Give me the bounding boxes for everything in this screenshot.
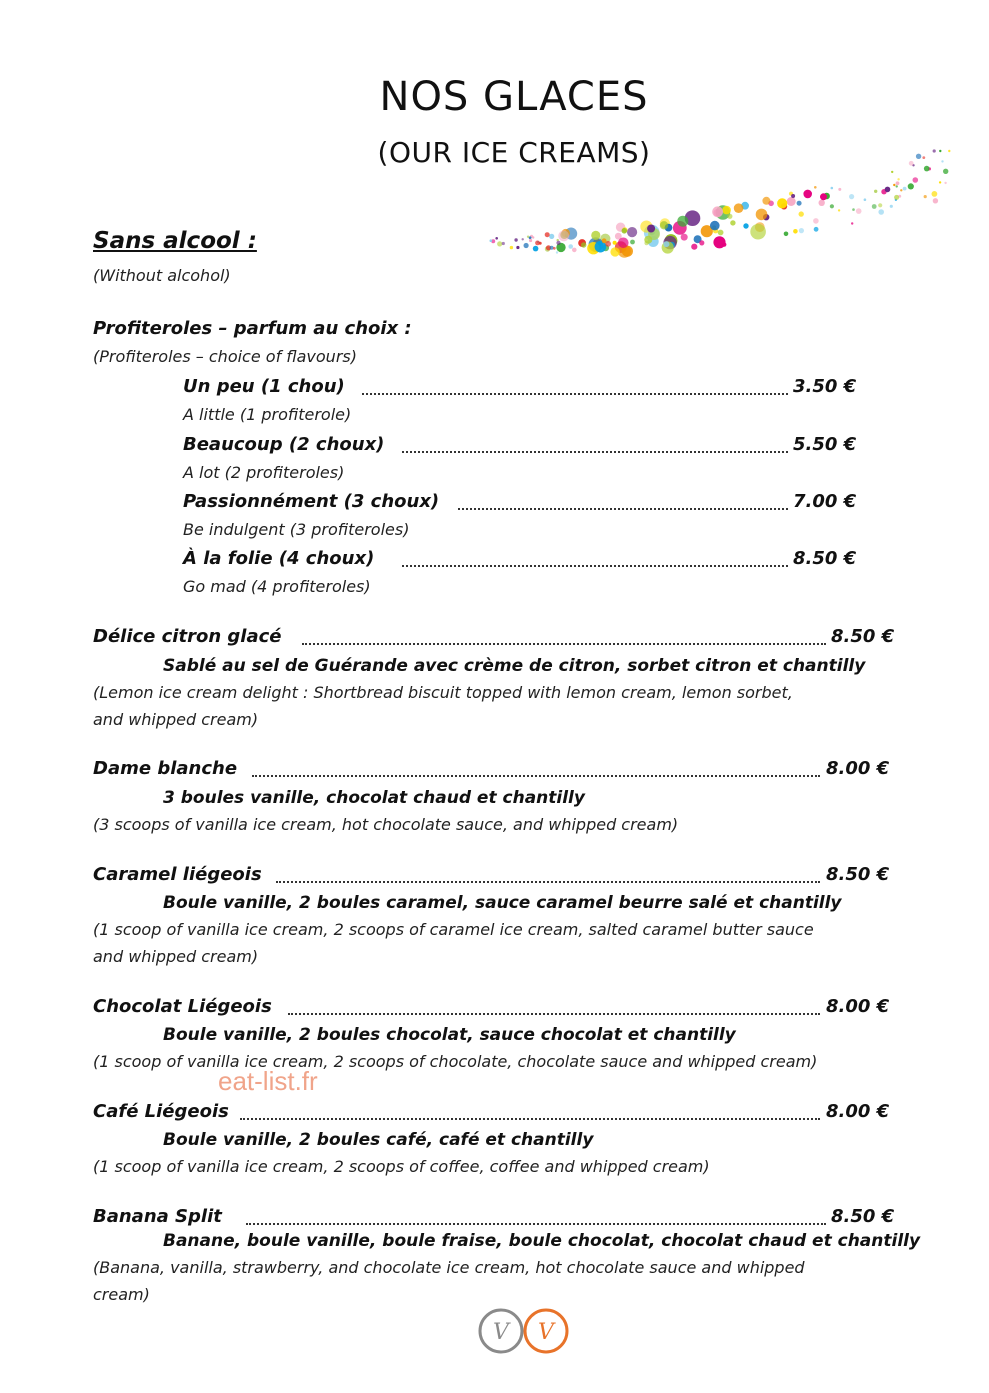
confetti-dot — [939, 181, 941, 183]
confetti-dot — [893, 184, 895, 186]
confetti-dot — [553, 247, 556, 250]
item-translation: (Lemon ice cream delight : Shortbread biscuit topped with lemon cream, lemon sorbet, — [93, 683, 793, 702]
confetti-dot — [622, 228, 628, 234]
item-description: Banane, boule vanille, boule fraise, boule chocolat, chocolat chaud et chantilly — [163, 1231, 921, 1251]
item-translation: (1 scoop of vanilla ice cream, 2 scoops of caramel ice cream, salted caramel butter sauce — [93, 920, 814, 939]
item-price: 8.50 € — [826, 864, 890, 885]
confetti-dot — [851, 222, 853, 224]
confetti-dot — [660, 221, 668, 229]
confetti-dot — [894, 195, 899, 200]
confetti-dot — [762, 197, 770, 205]
item-name: Banana Split — [93, 1206, 222, 1227]
dot-leader — [402, 451, 788, 453]
confetti-dot — [916, 154, 921, 159]
option-name: Passionnément (3 choux) — [183, 491, 440, 512]
confetti-dot — [933, 149, 936, 152]
confetti-dot — [819, 200, 825, 206]
confetti-dot — [591, 231, 600, 240]
confetti-dot — [510, 246, 513, 249]
dot-leader — [302, 643, 826, 645]
option-price: 5.50 € — [793, 434, 857, 455]
confetti-dot — [885, 187, 891, 193]
page-subtitle: (OUR ICE CREAMS) — [377, 136, 651, 169]
confetti-dot — [852, 208, 855, 211]
dot-leader — [276, 881, 820, 883]
confetti-dot — [718, 230, 724, 236]
confetti-dot — [627, 227, 637, 237]
confetti-dot — [849, 194, 854, 199]
confetti-dot — [529, 239, 532, 242]
confetti-dot — [610, 247, 619, 256]
confetti-dot — [556, 241, 560, 245]
confetti-dot — [903, 187, 907, 191]
item-description: 3 boules vanille, chocolat chaud et chantilly — [163, 788, 585, 808]
confetti-dot — [532, 236, 534, 238]
confetti-dot — [618, 238, 629, 249]
confetti-dot — [556, 251, 558, 253]
dot-leader — [252, 775, 820, 777]
confetti-dot — [787, 197, 796, 206]
confetti-dot — [613, 241, 617, 245]
item-name: Café Liégeois — [93, 1101, 229, 1122]
section-heading: Sans alcool : — [93, 228, 257, 254]
confetti-dot — [549, 234, 554, 239]
restaurant-logo — [476, 1305, 572, 1357]
confetti-dot — [535, 241, 540, 246]
logo-right-letter: V — [538, 1320, 554, 1345]
item-price: 8.00 € — [826, 996, 890, 1017]
confetti-dot — [856, 208, 862, 214]
watermark-text: eat-list.fr — [218, 1066, 318, 1096]
confetti-dot — [896, 181, 900, 185]
confetti-dot — [830, 204, 834, 208]
item-description: Boule vanille, 2 boules café, café et chantilly — [163, 1130, 594, 1150]
confetti-dot — [878, 203, 882, 207]
confetti-dot — [529, 236, 532, 239]
confetti-dot — [681, 234, 688, 241]
confetti-dot — [890, 205, 893, 208]
item-translation: (Banana, vanilla, strawberry, and chocolate ice cream, hot chocolate sauce and whipped — [93, 1258, 805, 1277]
item-name: Dame blanche — [93, 758, 238, 779]
confetti-dot — [896, 185, 898, 187]
confetti-dot — [663, 241, 669, 247]
confetti-dot — [743, 223, 748, 228]
confetti-dot — [924, 166, 930, 172]
profiteroles-translation: (Profiteroles – choice of flavours) — [93, 347, 357, 366]
dot-leader — [240, 1118, 820, 1120]
logo-left-letter: V — [493, 1320, 509, 1345]
item-price: 8.50 € — [831, 626, 895, 647]
confetti-decoration — [480, 148, 960, 298]
confetti-dot — [495, 237, 498, 240]
item-price: 8.00 € — [826, 758, 890, 779]
confetti-dot — [948, 150, 950, 152]
confetti-dot — [814, 227, 819, 232]
confetti-dot — [944, 182, 946, 184]
confetti-dot — [874, 190, 877, 193]
item-price: 8.00 € — [826, 1101, 890, 1122]
confetti-dot — [820, 193, 827, 200]
confetti-dot — [784, 232, 789, 237]
confetti-dot — [814, 186, 817, 189]
item-translation: (3 scoops of vanilla ice cream, hot chocolate sauce, and whipped cream) — [93, 815, 679, 834]
confetti-dot — [572, 248, 577, 253]
confetti-dot — [913, 177, 919, 183]
item-translation: cream) — [93, 1285, 150, 1304]
item-description: Boule vanille, 2 boules chocolat, sauce chocolat et chantilly — [163, 1025, 736, 1045]
confetti-dot — [550, 246, 554, 250]
option-translation: Go mad (4 profiteroles) — [183, 577, 371, 596]
confetti-dot — [793, 229, 798, 234]
confetti-dot — [878, 209, 884, 215]
profiteroles-heading: Profiteroles – parfum au choix : — [93, 318, 412, 339]
confetti-dot — [734, 203, 744, 213]
confetti-dot — [799, 211, 804, 216]
confetti-dot — [750, 224, 766, 240]
confetti-dot — [712, 206, 723, 217]
item-name: Caramel liégeois — [93, 864, 262, 885]
confetti-dot — [799, 228, 804, 233]
confetti-dot — [941, 160, 943, 162]
confetti-dot — [872, 204, 877, 209]
confetti-dot — [522, 238, 524, 240]
confetti-dot — [558, 231, 569, 242]
option-price: 8.50 € — [793, 548, 857, 569]
confetti-dot — [605, 241, 611, 247]
confetti-dot — [514, 238, 517, 241]
confetti-dot — [581, 242, 586, 247]
confetti-dot — [909, 161, 914, 166]
page-title: NOS GLACES — [379, 74, 649, 120]
confetti-dot — [756, 209, 768, 221]
option-name: À la folie (4 choux) — [183, 548, 375, 569]
item-description: Sablé au sel de Guérande avec crème de citron, sorbet citron et chantilly — [163, 656, 866, 676]
item-translation: and whipped cream) — [93, 710, 259, 729]
confetti-dot — [710, 221, 720, 231]
confetti-dot — [943, 169, 948, 174]
item-translation: (1 scoop of vanilla ice cream, 2 scoops of chocolate, chocolate sauce and whipped cream) — [93, 1052, 818, 1071]
confetti-dot — [891, 171, 893, 173]
item-price: 8.50 € — [831, 1206, 895, 1227]
confetti-dot — [630, 240, 635, 245]
confetti-dot — [490, 239, 493, 242]
confetti-dot — [502, 242, 505, 245]
confetti-dot — [699, 240, 704, 245]
confetti-dot — [722, 243, 726, 247]
confetti-dot — [908, 183, 914, 189]
confetti-dot — [545, 232, 550, 237]
confetti-dot — [644, 241, 648, 245]
confetti-dot — [900, 189, 902, 191]
confetti-dot — [864, 198, 867, 201]
dot-leader — [288, 1013, 820, 1015]
item-name: Délice citron glacé — [93, 626, 282, 647]
option-translation: A little (1 profiterole) — [183, 405, 352, 424]
section-translation: (Without alcohol) — [93, 266, 231, 285]
confetti-dot — [924, 195, 927, 198]
confetti-dot — [722, 206, 731, 215]
confetti-dot — [897, 178, 899, 180]
confetti-dot — [647, 225, 655, 233]
option-name: Un peu (1 chou) — [183, 376, 345, 397]
confetti-dot — [524, 243, 529, 248]
confetti-dot — [797, 201, 802, 206]
option-translation: A lot (2 profiteroles) — [183, 463, 345, 482]
option-price: 3.50 € — [793, 376, 857, 397]
confetti-dot — [777, 198, 787, 208]
dot-leader — [362, 393, 788, 395]
option-translation: Be indulgent (3 profiteroles) — [183, 520, 410, 539]
confetti-dot — [939, 150, 941, 152]
confetti-dot — [922, 156, 925, 159]
dot-leader — [458, 508, 788, 510]
confetti-dot — [933, 198, 938, 203]
confetti-dot — [831, 187, 834, 190]
option-name: Beaucoup (2 choux) — [183, 434, 385, 455]
item-translation: and whipped cream) — [93, 947, 259, 966]
confetti-dot — [677, 216, 688, 227]
confetti-dot — [497, 241, 502, 246]
confetti-dot — [803, 190, 812, 199]
confetti-dot — [838, 188, 841, 191]
item-translation: (1 scoop of vanilla ice cream, 2 scoops of coffee, coffee and whipped cream) — [93, 1157, 710, 1176]
confetti-dot — [838, 209, 840, 211]
item-name: Chocolat Liégeois — [93, 996, 272, 1017]
confetti-dot — [568, 244, 573, 249]
option-price: 7.00 € — [793, 491, 857, 512]
confetti-dot — [932, 191, 938, 197]
confetti-dot — [516, 246, 519, 249]
confetti-dot — [730, 220, 735, 225]
item-description: Boule vanille, 2 boules caramel, sauce caramel beurre salé et chantilly — [163, 893, 842, 913]
confetti-dot — [727, 214, 732, 219]
dot-leader — [246, 1223, 826, 1225]
confetti-dot — [691, 244, 697, 250]
confetti-dot — [813, 218, 819, 224]
confetti-dot — [533, 246, 539, 252]
dot-leader — [402, 565, 788, 567]
confetti-dot — [791, 194, 795, 198]
